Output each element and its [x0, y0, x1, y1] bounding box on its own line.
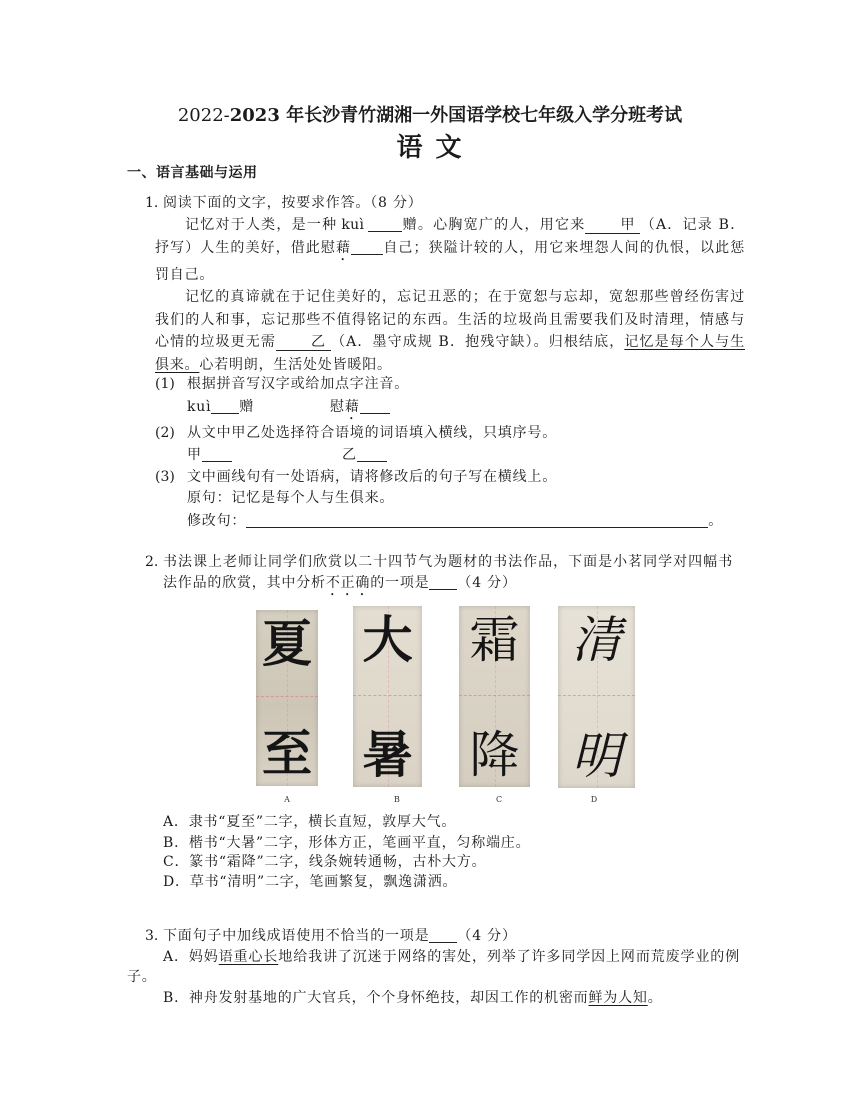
- answer-blank: [368, 217, 402, 232]
- option-b: [127, 988, 740, 1008]
- answer-label: 乙: [342, 447, 357, 463]
- underlined-sentence: 记忆是每个人与生俱来。: [155, 334, 745, 373]
- option-text: B．神舟发射基地的广大官兵，个个身怀绝技，却因工作的机密而: [163, 990, 589, 1006]
- passage-text: 自己；狭隘计较的人，用它来埋怨人间的仇恨，以此惩罚自己。: [155, 240, 745, 283]
- answer-blank: [211, 399, 239, 414]
- question-text: 书法课上老师让同学们欣赏以二十四节气为题材的书法作品，下面是小茗同学对四幅书法作品的欣赏，其中分析: [163, 554, 733, 591]
- passage-text: （A．记录 B．抒写）人生的美好，借此慰: [155, 217, 745, 256]
- dotted-character: 藉: [335, 240, 352, 256]
- revised-sentence-row: [187, 510, 723, 532]
- answer-blank: [429, 575, 457, 590]
- calligraphy-character: 暑: [362, 725, 413, 784]
- option-c: C．篆书“霜降”二字，线条婉转通畅，古朴大方。: [163, 854, 487, 870]
- sentence-end-mark: 。: [708, 513, 724, 529]
- sub-question-1-item-1: [187, 396, 254, 418]
- sub-question-marker: (2): [155, 425, 175, 441]
- passage-paragraph-2: [155, 286, 745, 376]
- sub-question-1: [155, 373, 409, 395]
- sub-question-marker: (1): [155, 376, 175, 392]
- calligraphy-artwork-a: [256, 610, 318, 786]
- question-1-prompt: [145, 192, 423, 214]
- option-a: [127, 947, 740, 987]
- option-text: A．妈妈: [163, 949, 219, 965]
- question-text: 的一项是: [370, 575, 430, 591]
- option-text: 。: [647, 990, 663, 1006]
- answer-label: 甲: [187, 447, 202, 463]
- sub-question-2-item-jia: [187, 444, 232, 466]
- dotted-character: 藉: [344, 399, 360, 415]
- calligraphy-character: 夏: [262, 614, 312, 673]
- passage-text: 心若明朗，生活处处皆暖阳。: [199, 356, 392, 373]
- passage-text: 记忆的真谛就在于记住美好的，忘记丑恶的；在于宽恕与忘却，宽恕那些曾经伤害过我们的人和事，忘记那些不值得铭记的东西。生活的垃圾尚且需要我们及时清理，情感与心情的垃圾更无需: [155, 289, 745, 350]
- calligraphy-character: 大: [362, 610, 413, 669]
- calligraphy-character: 清: [571, 611, 622, 669]
- answer-blank: [360, 399, 390, 414]
- title-main: 2023 年长沙青竹湖湘一外国语学校七年级入学分班考试: [229, 105, 683, 126]
- subject-title: 语 文: [396, 133, 464, 163]
- section-heading: 一、语言基础与运用: [127, 165, 258, 181]
- revised-sentence-label: 修改句：: [187, 513, 247, 529]
- question-2-prompt: [145, 552, 733, 599]
- artwork-label: C: [495, 795, 503, 804]
- sub-question-text: 根据拼音写汉字或给加点字注音。: [187, 376, 409, 392]
- sub-question-text: 从文中甲乙处选择符合语境的词语填入横线，只填序号。: [187, 425, 557, 441]
- calligraphy-artwork-b: [353, 606, 422, 787]
- option-a: A．隶书“夏至”二字，横长直短，敦厚大气。: [163, 814, 457, 830]
- option-text: 地给我讲了沉迷于网络的害处，列举了许多同学因上网而荒废学业的例子。: [127, 949, 740, 985]
- answer-blank: [351, 240, 383, 255]
- title-year-prefix: 2022-: [177, 105, 230, 126]
- character: 赠: [239, 399, 255, 415]
- sub-question-2-item-yi: [342, 444, 387, 466]
- sub-question-marker: (3): [155, 469, 175, 485]
- option-b: B．楷书“大暑”二字，形体方正，笔画平直，匀称端庄。: [163, 835, 531, 851]
- underlined-idiom: 语重心长: [218, 949, 279, 965]
- calligraphy-artwork-d: [558, 606, 635, 788]
- question-1-text: 阅读下面的文字，按要求作答。（8 分）: [163, 195, 423, 211]
- character: 慰: [330, 399, 345, 415]
- dotted-emphasis: 不正确: [325, 575, 371, 591]
- pinyin: kuì: [187, 399, 212, 415]
- passage-text: 赠。心胸宽广的人，用它来: [402, 217, 586, 233]
- underlined-idiom: 鲜为人知: [588, 990, 648, 1006]
- calligraphy-artwork-c: [459, 606, 530, 787]
- artwork-label: D: [590, 795, 598, 804]
- calligraphy-character: 至: [262, 724, 312, 783]
- passage-text: 记忆对于人类，是一种: [185, 217, 338, 233]
- question-points: （4 分）: [457, 575, 517, 591]
- question-1-number: 1.: [145, 195, 159, 211]
- answer-blank: [357, 447, 387, 462]
- original-sentence: 原句：记忆是每个人与生俱来。: [187, 490, 395, 506]
- pinyin: kuì: [341, 217, 365, 233]
- answer-line: [246, 513, 708, 528]
- question-text: 下面句子中加线成语使用不恰当的一项是: [163, 928, 430, 944]
- calligraphy-character: 明: [571, 727, 622, 785]
- sub-question-1-item-2: [330, 396, 390, 423]
- artwork-label: A: [284, 795, 290, 804]
- passage-text: （A．墨守成规 B．抱残守缺）。归根结底，: [330, 334, 625, 350]
- blank-mark-yi: 乙: [276, 334, 331, 351]
- question-3-number: 3.: [145, 928, 159, 944]
- question-3-prompt: [145, 925, 517, 947]
- sub-question-3: [155, 466, 557, 488]
- calligraphy-character: 降: [469, 726, 520, 784]
- sub-question-text: 文中画线句有一处语病，请将修改后的句子写在横线上。: [187, 469, 557, 485]
- calligraphy-character: 霜: [469, 611, 520, 669]
- exam-title: [0, 103, 860, 129]
- question-points: （4 分）: [457, 928, 517, 944]
- passage-paragraph-1: [155, 214, 745, 287]
- sub-question-2: [155, 422, 557, 444]
- answer-blank: [202, 447, 232, 462]
- option-d: D．草书“清明”二字，笔画繁复，飘逸潇洒。: [163, 874, 458, 890]
- answer-blank: [429, 928, 457, 943]
- artwork-label: B: [394, 795, 400, 804]
- blank-mark-jia: 甲: [585, 217, 640, 234]
- question-2-number: 2.: [145, 554, 159, 570]
